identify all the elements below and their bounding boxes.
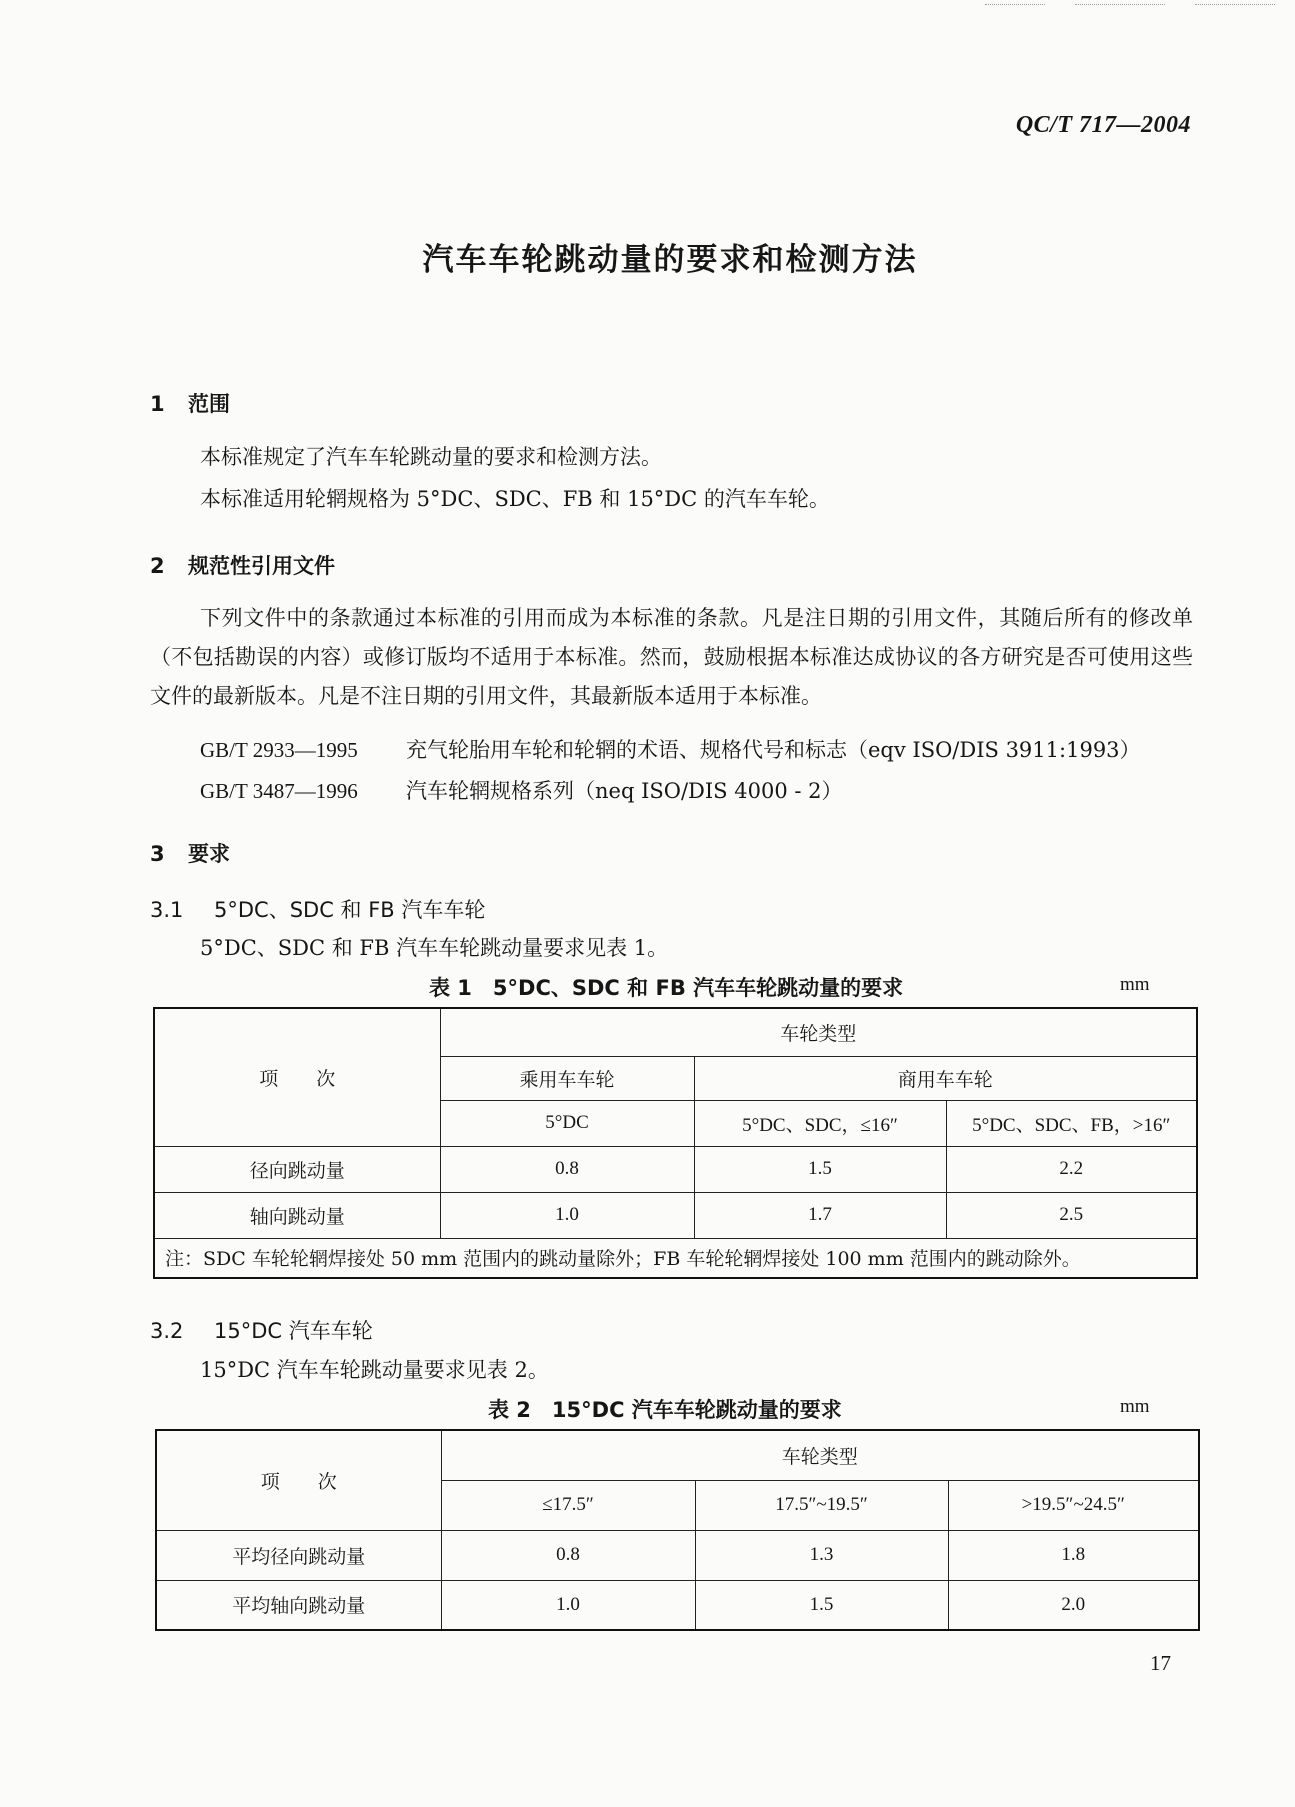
reference-item — [200, 775, 843, 805]
section-title: 规范性引用文件 — [188, 554, 335, 578]
table-1-unit: mm — [1120, 974, 1150, 995]
row-label-cell: 轴向跳动量 — [154, 1192, 440, 1238]
table-row — [154, 1192, 1197, 1238]
subsection-number: 3.2 — [150, 1319, 184, 1343]
value-cell: 1.5 — [695, 1580, 948, 1630]
subsection-3-2-paragraph: 15°DC 汽车车轮跳动量要求见表 2。 — [200, 1358, 549, 1382]
wheel-type-header-cell: 车轮类型 — [441, 1430, 1199, 1480]
value-cell: 2.5 — [946, 1192, 1197, 1238]
standard-code: QC/T 717—2004 — [1015, 112, 1191, 138]
commercial-header-cell: 商用车车轮 — [694, 1056, 1197, 1100]
table-row — [154, 1146, 1197, 1192]
value-cell: 0.8 — [440, 1146, 694, 1192]
row-label-cell: 平均径向跳动量 — [156, 1530, 441, 1580]
table-1-caption: 表 1 5°DC、SDC 和 FB 汽车车轮跳动量的要求 — [429, 976, 904, 1000]
subsection-title: 5°DC、SDC 和 FB 汽车车轮 — [214, 898, 486, 922]
row-label-cell: 平均轴向跳动量 — [156, 1580, 441, 1630]
table-note-row — [154, 1238, 1197, 1278]
value-cell: 1.7 — [694, 1192, 946, 1238]
value-cell: 2.2 — [946, 1146, 1197, 1192]
section-number: 3 — [150, 842, 165, 866]
scan-artifact — [1075, 4, 1165, 17]
reference-title: 汽车轮辋规格系列（neq ISO/DIS 4000 - 2） — [406, 779, 843, 803]
table-row — [156, 1580, 1199, 1630]
value-cell: 1.8 — [948, 1530, 1199, 1580]
table-2-caption: 表 2 15°DC 汽车车轮跳动量的要求 — [488, 1398, 842, 1422]
table-note: 注：SDC 车轮轮辋焊接处 50 mm 范围内的跳动量除外；FB 车轮轮辋焊接处 100 mm 范围内的跳动除外。 — [154, 1238, 1197, 1278]
section-3-heading — [150, 838, 230, 868]
reference-item — [200, 734, 1141, 764]
subsection-3-1-paragraph: 5°DC、SDC 和 FB 汽车车轮跳动量要求见表 1。 — [200, 936, 669, 960]
table-row — [156, 1530, 1199, 1580]
table-header-row — [154, 1008, 1197, 1056]
section-1-heading — [150, 388, 230, 418]
section-number: 1 — [150, 392, 165, 416]
page-number: 17 — [1150, 1651, 1171, 1675]
value-cell: 2.0 — [948, 1580, 1199, 1630]
section-title: 要求 — [188, 842, 230, 866]
row-label-cell: 径向跳动量 — [154, 1146, 440, 1192]
section-number: 2 — [150, 554, 165, 578]
value-cell: 0.8 — [441, 1530, 695, 1580]
section-2-paragraph: 下列文件中的条款通过本标准的引用而成为本标准的条款。凡是注日期的引用文件，其随后所有的修改单（不包括勘误的内容）或修订版均不适用于本标准。然而，鼓励根据本标准达成协议的各方研究是否可使用这些文件的最新版本。凡是不注日期的引用文件，其最新版本适用于本标准。 — [150, 606, 1193, 708]
reference-code: GB/T 2933—1995 — [200, 738, 358, 762]
scan-artifact — [1195, 4, 1275, 17]
passenger-header-cell: 乘用车车轮 — [440, 1056, 694, 1100]
column-header-cell: ≤17.5″ — [441, 1480, 695, 1530]
table-2-unit: mm — [1120, 1396, 1150, 1417]
item-header-cell: 项 次 — [156, 1430, 441, 1530]
table-header-row — [156, 1430, 1199, 1480]
subsection-title: 15°DC 汽车车轮 — [214, 1319, 373, 1343]
column-header-cell: 5°DC、SDC，≤16″ — [694, 1100, 946, 1146]
subsection-number: 3.1 — [150, 898, 184, 922]
reference-title: 充气轮胎用车轮和轮辋的术语、规格代号和标志（eqv ISO/DIS 3911:1993） — [406, 738, 1141, 762]
reference-code: GB/T 3487—1996 — [200, 779, 358, 803]
value-cell: 1.5 — [694, 1146, 946, 1192]
table-1 — [153, 1007, 1198, 1279]
value-cell: 1.0 — [440, 1192, 694, 1238]
column-header-cell: 5°DC — [440, 1100, 694, 1146]
scan-artifact — [985, 4, 1045, 17]
document-title: 汽车车轮跳动量的要求和检测方法 — [422, 242, 918, 278]
column-header-cell: 17.5″~19.5″ — [695, 1480, 948, 1530]
section-2-heading — [150, 550, 335, 580]
section-1-paragraph: 本标准适用轮辋规格为 5°DC、SDC、FB 和 15°DC 的汽车车轮。 — [200, 487, 830, 511]
subsection-3-1-heading — [150, 894, 485, 924]
column-header-cell: >19.5″~24.5″ — [948, 1480, 1199, 1530]
table-2 — [155, 1429, 1200, 1631]
column-header-cell: 5°DC、SDC、FB，>16″ — [946, 1100, 1197, 1146]
value-cell: 1.3 — [695, 1530, 948, 1580]
item-header-cell: 项 次 — [154, 1008, 440, 1146]
section-1-paragraph: 本标准规定了汽车车轮跳动量的要求和检测方法。 — [200, 445, 662, 469]
section-title: 范围 — [188, 392, 230, 416]
subsection-3-2-heading — [150, 1315, 373, 1345]
wheel-type-header-cell: 车轮类型 — [440, 1008, 1197, 1056]
value-cell: 1.0 — [441, 1580, 695, 1630]
